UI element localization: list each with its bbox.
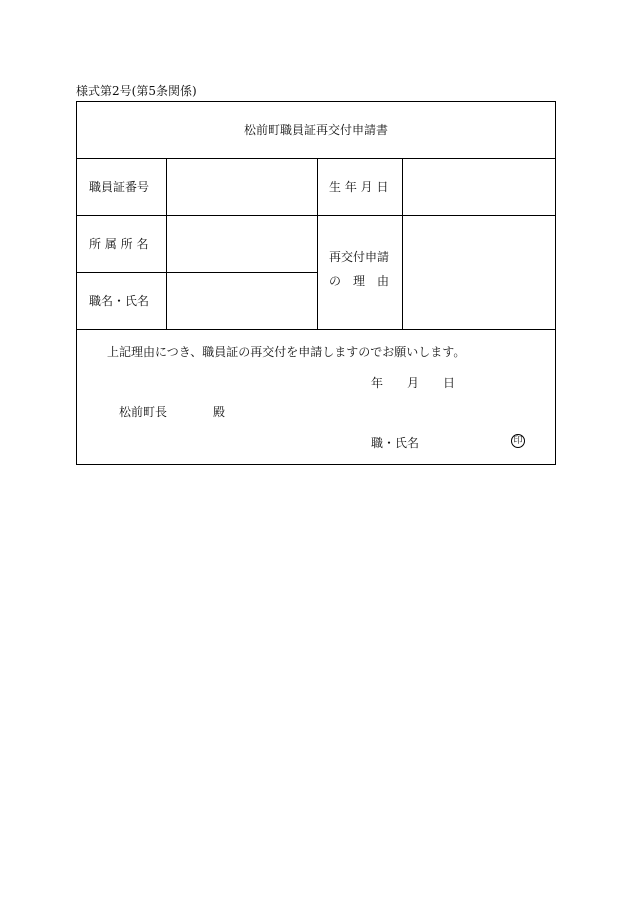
name-label: 職名・氏名 xyxy=(89,294,150,308)
form-title: 松前町職員証再交付申請書 xyxy=(243,123,388,137)
employee-id-label: 職員証番号 xyxy=(89,180,150,194)
row2-divider xyxy=(77,272,317,273)
col1-divider xyxy=(166,158,167,329)
signer-label: 職・氏名 xyxy=(371,436,420,450)
name-value[interactable] xyxy=(172,278,312,324)
honorific: 殿 xyxy=(213,405,226,419)
title-divider xyxy=(77,158,555,159)
birth-date-label: 生 年 月 日 xyxy=(329,180,389,194)
department-label: 所 属 所 名 xyxy=(89,237,149,251)
birth-date-value[interactable] xyxy=(408,164,548,210)
reason-label-line2: の 理 由 xyxy=(329,274,390,288)
date-month: 月 xyxy=(407,376,420,390)
date-day: 日 xyxy=(443,376,456,390)
date-year: 年 xyxy=(371,376,384,390)
addressee: 松前町長 xyxy=(119,405,168,419)
table-bottom-divider xyxy=(77,329,555,330)
employee-id-value[interactable] xyxy=(172,164,312,210)
seal-icon: 印 xyxy=(511,434,525,448)
row1-divider xyxy=(77,215,555,216)
department-value[interactable] xyxy=(172,221,312,267)
application-form xyxy=(76,101,556,465)
reason-value[interactable] xyxy=(408,221,548,324)
request-statement: 上記理由につき、職員証の再交付を申請しますのでお願いします。 xyxy=(107,345,466,359)
form-number-label: 様式第2号(第5条関係) xyxy=(76,84,197,98)
col3-divider xyxy=(402,158,403,329)
col2-divider xyxy=(317,158,318,329)
reason-label-line1: 再交付申請 xyxy=(329,250,390,264)
